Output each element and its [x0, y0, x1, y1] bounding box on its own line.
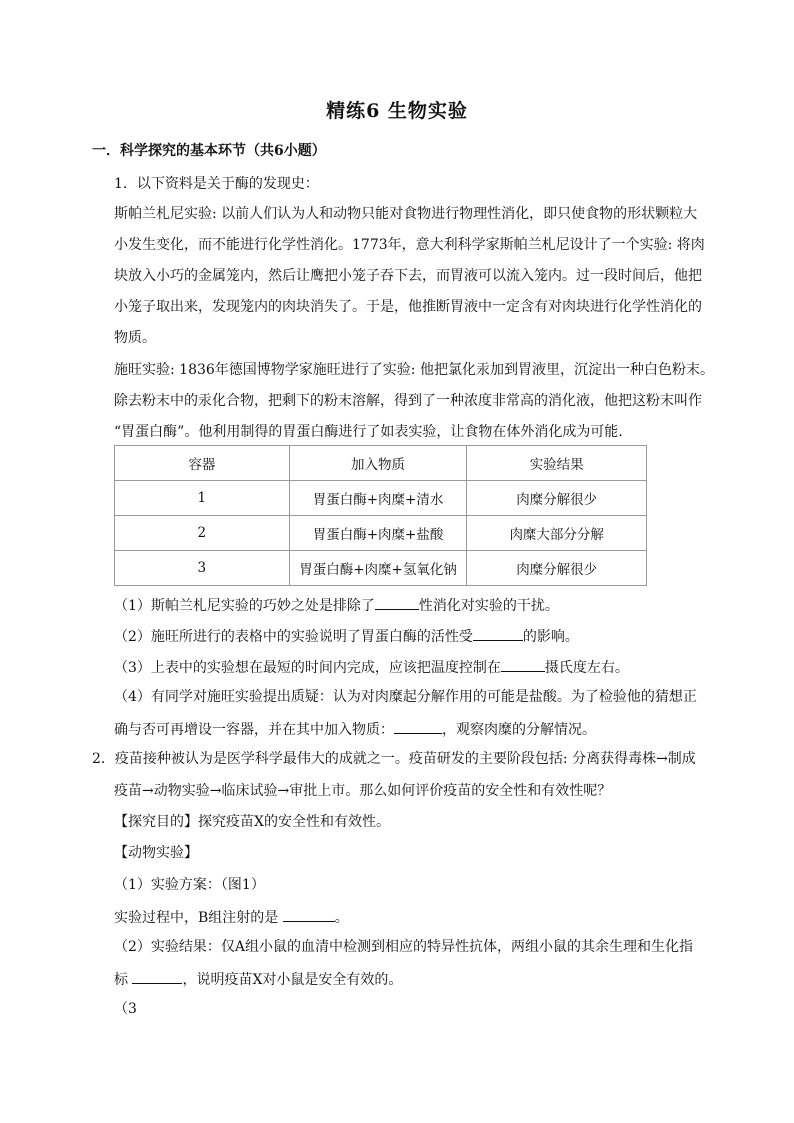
page-title: 精练6 生物实验 [326, 100, 468, 122]
q2-s2-line2 [114, 971, 402, 987]
table-cell: 1 [115, 481, 290, 516]
q2-s1: （1）实验方案：（图1） [114, 877, 265, 893]
q2-s1b [114, 909, 349, 925]
q2-s2-text-end: ，说明疫苗X对小鼠是安全有效的。 [182, 972, 403, 988]
answer-blank[interactable] [473, 628, 523, 641]
table-header-row [115, 446, 647, 481]
answer-blank[interactable] [132, 971, 182, 984]
q1-sub4-text-end: ，观察肉糜的分解情况。 [442, 722, 596, 738]
q1-sub1-text: （1）斯帕兰札尼实验的巧妙之处是排除了 [114, 598, 375, 614]
q1-sub4-line2 [114, 721, 596, 737]
table-cell: 肉糜分解很少 [467, 481, 647, 516]
q1-sub1 [114, 597, 559, 613]
table-row [115, 551, 647, 586]
q2-s2-text: 标 [114, 972, 133, 988]
q1-sub4-text: 确与否可再增设一容器，并在其中加入物质： [114, 722, 394, 738]
q2-purpose: 【探究目的】探究疫苗X的安全性和有效性。 [114, 814, 390, 830]
q1-para1-line: 小笼子取出来，发现笼内的肉块消失了。于是，他推断胃液中一定含有对肉块进行化学性消化的 [114, 299, 702, 315]
table-header-cell: 容器 [115, 446, 290, 481]
section-heading: 一．科学探究的基本环节（共6小题） [92, 143, 326, 159]
q2-animal-heading: 【动物实验】 [114, 845, 198, 861]
q2-line1: 2．疫苗接种被认为是医学科学最伟大的成就之一。疫苗研发的主要阶段包括: 分离获得毒株→制成 [92, 751, 696, 767]
table-cell: 胃蛋白酶+肉糜+盐酸 [289, 516, 467, 551]
q1-para2-line: “胃蛋白酶”。他利用制得的胃蛋白酶进行了如表实验，让食物在体外消化成为可能. [114, 424, 623, 440]
answer-blank[interactable] [375, 597, 419, 610]
q1-para1-line: 小发生变化，而不能进行化学性消化。1773年，意大利科学家斯帕兰札尼设计了一个实验: 将肉 [114, 237, 705, 253]
table-cell: 2 [115, 516, 290, 551]
q2-line2: 疫苗→动物实验→临床试验→审批上市。那么如何评价疫苗的安全性和有效性呢？ [114, 783, 612, 799]
q1-para1-line: 斯帕兰札尼实验: 以前人们认为人和动物只能对食物进行物理性消化，即只使食物的形状颗粒大 [114, 206, 698, 222]
table-cell: 肉糜大部分分解 [467, 516, 647, 551]
table-cell: 胃蛋白酶+肉糜+氢氧化钠 [289, 551, 467, 586]
q1-sub2-text: （2）施旺所进行的表格中的实验说明了胃蛋白酶的活性受 [114, 629, 473, 645]
table-cell: 肉糜分解很少 [467, 551, 647, 586]
q1-para2-line: 除去粉末中的汞化合物，把剩下的粉末溶解，得到了一种浓度非常高的消化液，他把这粉末叫作 [114, 393, 702, 409]
table-header-cell: 实验结果 [467, 446, 647, 481]
q1-sub2-text-end: 的影响。 [522, 629, 579, 645]
q2-s2-line1: （2）实验结果：仅A组小鼠的血清中检测到相应的特异性抗体，两组小鼠的其余生理和生化指 [114, 939, 694, 955]
q1-para1-line: 块放入小巧的金属笼内，然后让鹰把小笼子吞下去，而胃液可以流入笼内。过一段时间后，他把 [114, 268, 702, 284]
q2-s1b-text-end: 。 [334, 910, 349, 926]
q1-sub4-line1: （4）有同学对施旺实验提出质疑：认为对肉糜起分解作用的可能是盐酸。为了检验他的猜想正 [114, 689, 697, 705]
q1-sub2 [114, 628, 579, 644]
q1-intro: 1．以下资料是关于酶的发现史： [114, 176, 319, 192]
table-header-cell: 加入物质 [289, 446, 467, 481]
q1-sub3-text-end: 摄氏度左右。 [544, 660, 629, 676]
q1-para2-line: 施旺实验: 1836年德国博物学家施旺进行了实验: 他把氯化汞加到胃液里，沉淀出一种白色粉末。 [114, 362, 714, 378]
q1-para1-line: 物质。 [114, 330, 156, 346]
q1-sub3-text: （3）上表中的实验想在最短的时间内完成，应该把温度控制在 [114, 660, 501, 676]
q2-s3-partial: （3 [114, 1001, 137, 1017]
table-row [115, 516, 647, 551]
experiment-table [114, 445, 647, 586]
q2-s1b-text: 实验过程中，B组注射的是 [114, 910, 283, 926]
q1-sub3 [114, 659, 629, 675]
table-cell: 3 [115, 551, 290, 586]
answer-blank[interactable] [283, 909, 335, 922]
table-cell: 胃蛋白酶+肉糜+清水 [289, 481, 467, 516]
q1-sub1-text-end: 性消化对实验的干扰。 [418, 598, 559, 614]
answer-blank[interactable] [501, 659, 545, 672]
answer-blank[interactable] [394, 721, 442, 734]
table-row [115, 481, 647, 516]
